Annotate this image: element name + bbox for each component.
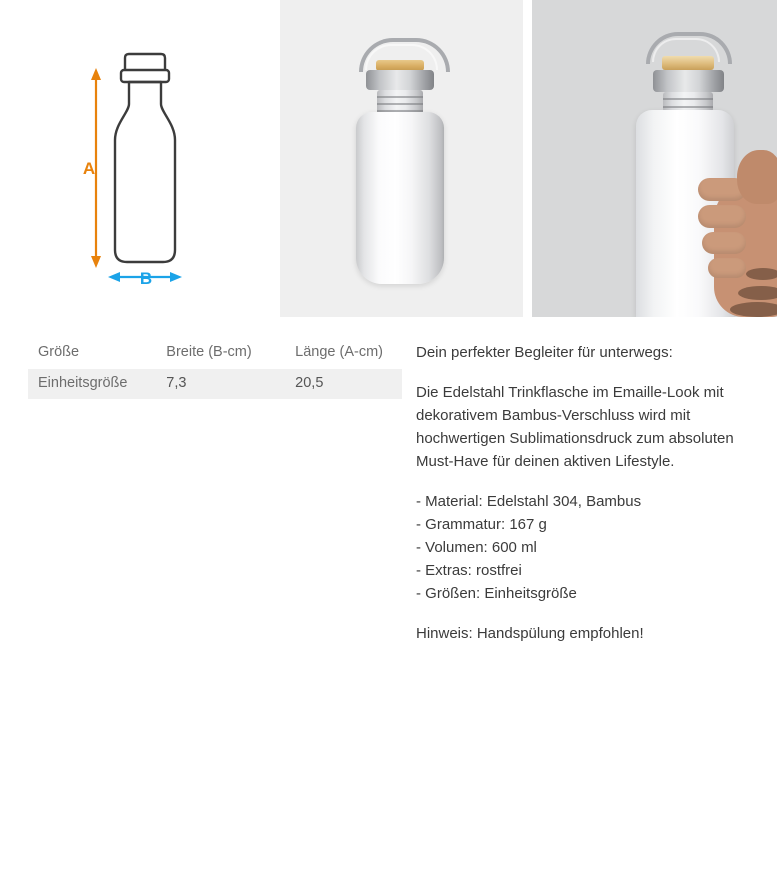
neck-ring	[377, 103, 423, 105]
size-table	[28, 337, 402, 399]
table-header-width: Breite (B-cm)	[156, 337, 285, 369]
bottle-outline-path	[115, 54, 175, 262]
spec-list	[416, 490, 756, 605]
spec-item-material: - Material: Edelstahl 304, Bambus	[416, 493, 642, 510]
spec-item-extras: - Extras: rostfrei	[416, 562, 522, 579]
hand-texture	[738, 286, 777, 300]
cap-collar	[366, 70, 434, 90]
spec-item-volume: - Volumen: 600 ml	[416, 539, 537, 556]
bottle-dimension-diagram	[0, 0, 278, 317]
hand-texture	[730, 302, 777, 317]
height-label: A	[82, 159, 96, 178]
finger-middle	[698, 205, 746, 228]
table-header-length: Länge (A-cm)	[285, 337, 402, 369]
width-label: B	[139, 269, 153, 288]
thumb	[737, 150, 777, 204]
finger-ring	[702, 232, 746, 254]
description-intro: Dein perfekter Begleiter für unterwegs:	[416, 344, 673, 361]
neck-ring	[663, 98, 713, 100]
table-row	[28, 369, 402, 399]
description-note: Hinweis: Handspülung empfohlen!	[416, 625, 644, 642]
spec-item-weight: - Grammatur: 167 g	[416, 516, 547, 533]
table-header-row	[28, 337, 402, 369]
size-diagram-panel	[0, 0, 278, 317]
hand-texture	[746, 268, 777, 280]
product-photo-front[interactable]	[280, 0, 523, 317]
product-photo-in-hand[interactable]	[532, 0, 777, 317]
finger-little	[708, 258, 746, 278]
cap-collar	[653, 70, 724, 92]
neck-ring	[377, 96, 423, 98]
cell-length: 20,5	[285, 369, 402, 399]
cell-size: Einheitsgröße	[28, 369, 156, 399]
neck-ring	[663, 106, 713, 108]
bamboo-cap	[662, 56, 714, 70]
media-row	[0, 0, 777, 317]
table-header-size: Größe	[28, 337, 156, 369]
bottle-body	[356, 112, 444, 284]
bottle-neck	[663, 92, 713, 112]
product-description	[416, 341, 756, 645]
description-body: Die Edelstahl Trinkflasche im Emaille-Look mit dekorativem Bambus-Verschluss wird mit hochwertigen Sublimationsdruck zum absoluten Must-Have für deinen aktiven Lifestyle.	[416, 384, 734, 470]
cell-width: 7,3	[156, 369, 285, 399]
spec-item-sizes: - Größen: Einheitsgröße	[416, 585, 577, 602]
